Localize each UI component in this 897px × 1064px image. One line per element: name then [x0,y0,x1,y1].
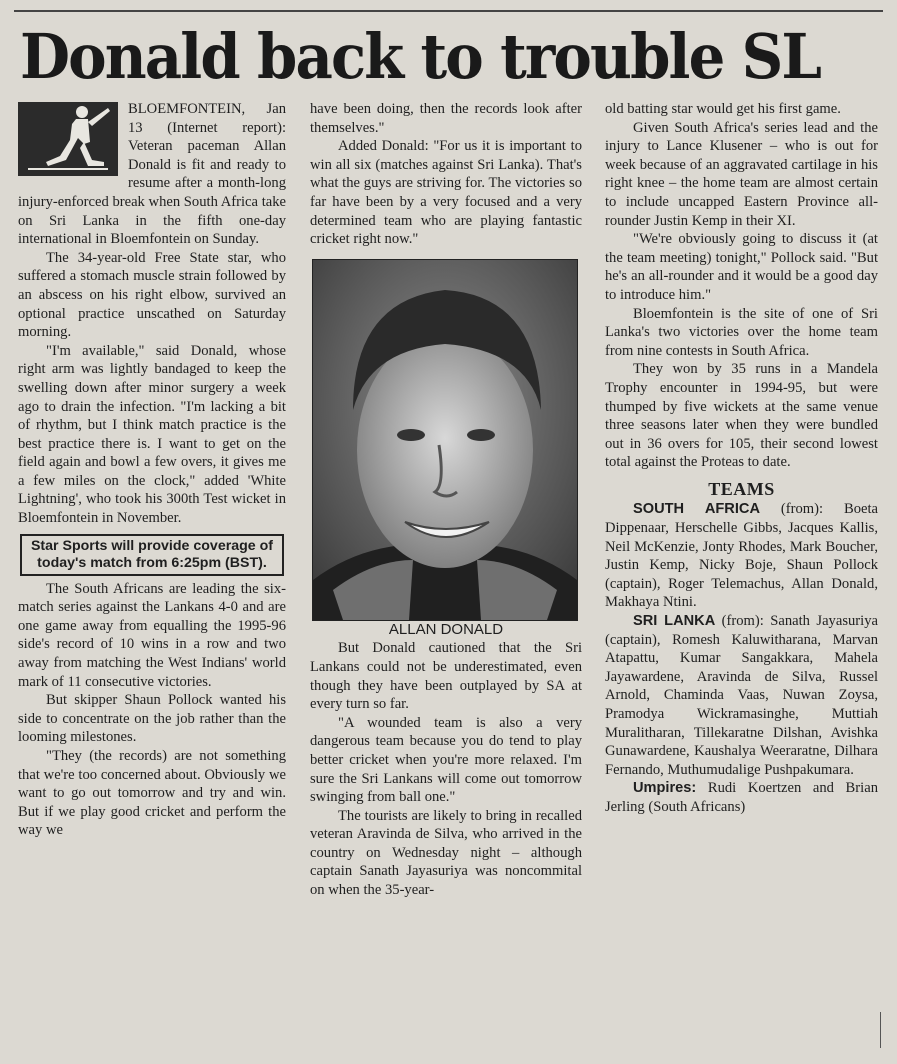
paragraph: BLOEMFONTEIN, Jan 13 (Internet report): Veteran paceman Allan Donald is fit and ready to resume after a month-long injury-enforced break when South Africa take on Sri Lanka in the fifth one-day international in Bloemfontein on Sunday. [18,101,286,248]
team-list-sri-lanka [605,612,878,779]
broadcast-notice-box: Star Sports will provide coverage of today's match from 6:25pm (BST). [20,534,284,576]
top-rule [14,10,883,12]
umpires-names: Rudi Koertzen and Brian Jerling (South Africans) [605,780,878,815]
column-2 [310,100,582,900]
paragraph: Given South Africa's series lead and the injury to Lance Klusener – who is out for week because of an aggravated cartilage in his right knee – the home team are almost certain to include uncapped Eastern Province all-rounder Justin Kemp in their XI. [605,119,878,229]
headline: Donald back to trouble SL [20,20,821,93]
paragraph: They won by 35 runs in a Mandela Trophy encounter in 1994-95, but were thumped by five wickets at the same venue three seasons later when they were bundled out in 36 overs for 105, their second lowest total against the Proteas to date. [605,361,878,471]
paragraph: old batting star would get his first game. [605,101,841,117]
paragraph: "We're obviously going to discuss it (at the team meeting) tonight," Pollock said. "But he's an all-rounder and it would be a good day to introduce him." [605,231,878,303]
photo-caption: ALLAN DONALD [388,620,504,638]
column-3 [605,100,878,817]
cricket-batsman-icon [18,102,118,176]
paragraph: have been doing, then the records look after themselves." [310,101,582,136]
paragraph: The 34-year-old Free State star, who suffered a stomach muscle strain followed by an abscess on his right elbow, survived an optional practice unscathed on Saturday morning. [18,249,286,341]
team-label: SOUTH AFRICA [633,501,760,518]
teams-heading: TEAMS [708,478,775,499]
team-label: SRI LANKA [633,613,716,630]
umpires-label: Umpires: [633,780,697,797]
paragraph: "I'm available," said Donald, whose right arm was lightly bandaged to keep the swelling down after minor surgery a week ago to drain the infection. "I'm lacking a bit of rhythm, but I think match practice is the best practice there is. I want to get on the field again and bowl a few overs, it gives me a few miles on the clock," added 'White Lightning', who took his 300th Test wicket in Bloemfontein in November. [18,342,286,527]
paragraph: Bloemfontein is the site of one of Sri Lanka's two victories over the home team from nine contests in South Africa. [605,305,878,359]
paragraph: "A wounded team is also a very dangerous team because you do tend to play better cricket when you're more relaxed. I'm sure the Sri Lankans will come out tomorrow swinging from ball one." [310,714,582,806]
paragraph: But skipper Shaun Pollock wanted his side to concentrate on the job rather than the looming milestones. [18,692,286,746]
team-list-south-africa [605,500,878,612]
paragraph: The tourists are likely to bring in recalled veteran Aravinda de Silva, who arrived in the country on Wednesday night – although captain Sanath Jayasuriya was noncommital on when the 35-year- [310,807,582,899]
portrait-photo [312,259,578,621]
team-players: (from): Sanath Jayasuriya (captain), Romesh Kaluwitharana, Marvan Atapattu, Kumar Sangakkara, Mahela Jayawardene, Aravinda de Silva, Russel Arnold, Chaminda Vaas, Nuwan Zoysa, Pramodya Wickramasinghe, Muttiah Muralitharan, Tillekaratne Dilshan, Avishka Gunawardene, Kaushalya Weeraratne, Dilhara Fernando, Muthumudalige Pushpakumara. [605,613,878,778]
paragraph: Added Donald: "For us it is important to win all six (matches against Sri Lanka). That's what the guys are striving for. The victories so far have been by a very focused and a very determined team who are playing fantastic cricket right now." [310,138,582,248]
column-end-rule [880,1012,881,1048]
paragraph: The South Africans are leading the six-match series against the Lankans 4-0 and are one game away from equalling the 1995-96 side's record of 10 wins in a row and two away from matching the West Indians' world mark of 11 consecutive victories. [18,580,286,690]
column-1 [18,100,286,840]
umpires-line [605,779,878,816]
paragraph: "They (the records) are not something that we're too concerned about. Obviously we want to go out tomorrow and try and win. But if we play good cricket and perform the way we [18,748,286,839]
team-players: (from): Boeta Dippenaar, Herschelle Gibbs, Jacques Kallis, Neil McKenzie, Jonty Rhodes, Mark Boucher, Justin Kemp, Nicky Boje, Shaun Pollock (captain), Roger Telemachus, Allan Donald, Makhaya Ntini. [605,501,878,611]
paragraph: But Donald cautioned that the Sri Lankans could not be underestimated, even though they have been outplayed by SA at every turn so far. [310,640,582,713]
